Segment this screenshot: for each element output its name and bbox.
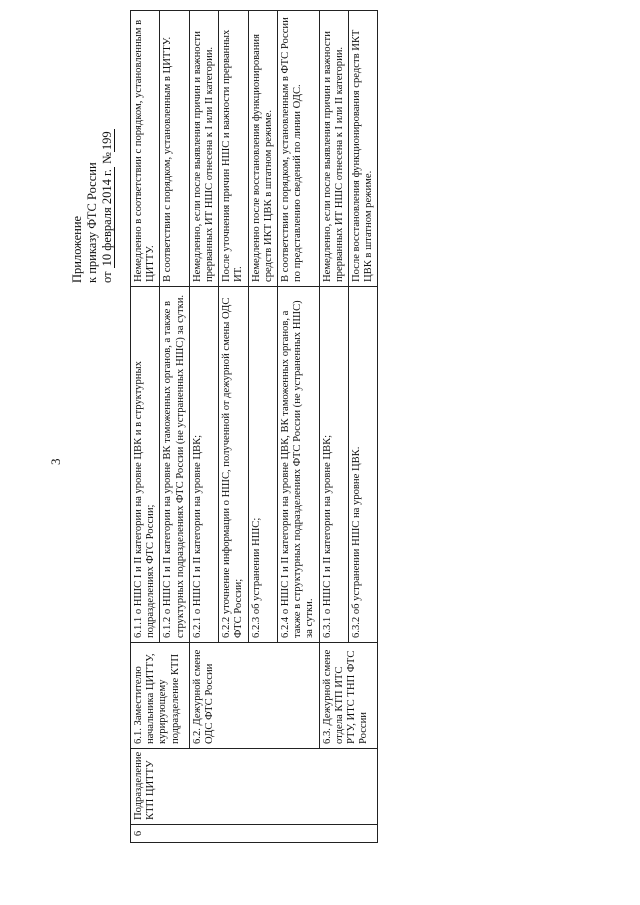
notification-term: Немедленно, если после выявления причин и важности прерванных ИТ НШС отнесена к I или II категории.	[189, 11, 218, 287]
order-number: 199	[100, 131, 114, 151]
notification-term: Немедленно после восстановления функционирования средств ИКТ ЦВК в штатном режиме.	[248, 11, 277, 287]
row-number: 6	[131, 825, 378, 843]
recipient-cell: 6.3. Дежурной смене отдела КТП ИТС РТУ, ИТС ТНП ФТС России	[319, 643, 378, 749]
notification-text: 6.1.2 о НШС I и II категории на уровне ВК таможенных органов, а также в структурных подразделениях ФТС России (не устраненных НШС) за сутки.	[160, 287, 189, 643]
table-row	[131, 11, 160, 843]
notification-text: 6.3.1 о НШС I и II категории на уровне ЦВК;	[319, 287, 348, 643]
notification-text: 6.2.2 уточнение информации о НШС, полученной от дежурной смены ОДС ФТС России;	[219, 287, 248, 643]
table-row	[319, 11, 348, 843]
order-date: 10 февраля 2014 г.	[100, 169, 114, 267]
notification-text: 6.2.1 о НШС I и II категории на уровне ЦВК;	[189, 287, 218, 643]
notification-text: 6.2.4 о НШС I и II категории на уровне ЦВК, ВК таможенных органов, а также в структурных подразделениях ФТС России (не устраненных НШС) за сутки.	[278, 287, 320, 643]
notification-text: 6.3.2 об устранении НШС на уровне ЦВК.	[349, 287, 378, 643]
notification-term: В соответствии с порядком, установленным в ЦИТТУ.	[160, 11, 189, 287]
number-label: №	[100, 152, 114, 165]
appendix-header	[70, 129, 115, 283]
appendix-date-line	[100, 129, 115, 283]
unit-cell: Подразделение КТП ЦИТТУ	[131, 749, 378, 825]
appendix-title: Приложение	[70, 215, 84, 283]
notification-table	[130, 10, 378, 843]
table-row	[189, 11, 218, 843]
notification-term: В соответствии с порядком, установленным в ФТС России по представлению сведений по линии ОДС.	[278, 11, 320, 287]
date-prefix: от	[100, 271, 114, 283]
notification-term: После восстановления функционирования средств ИКТ ЦВК в штатном режиме.	[349, 11, 378, 287]
notification-term: Немедленно в соответствии с порядком, установленным в ЦИТТУ.	[131, 11, 160, 287]
page-number: 3	[48, 458, 63, 465]
notification-text: 6.2.3 об устранении НШС;	[248, 287, 277, 643]
notification-term: После уточнения причин НШС и важности прерванных ИТ.	[219, 11, 248, 287]
recipient-cell: 6.1. Заместителю начальника ЦИТТУ, курирующему подразделение КТП	[131, 643, 190, 749]
recipient-cell: 6.2. Дежурной смене ОДС ФТС России	[189, 643, 319, 749]
notification-term: Немедленно, если после выявления причин и важности прерванных ИТ НШС отнесена к I или II категории.	[319, 11, 348, 287]
notification-text: 6.1.1 о НШС I и II категории на уровне ЦВК и в структурных подразделениях ФТС России;	[131, 287, 160, 643]
appendix-order: к приказу ФТС России	[85, 162, 99, 283]
